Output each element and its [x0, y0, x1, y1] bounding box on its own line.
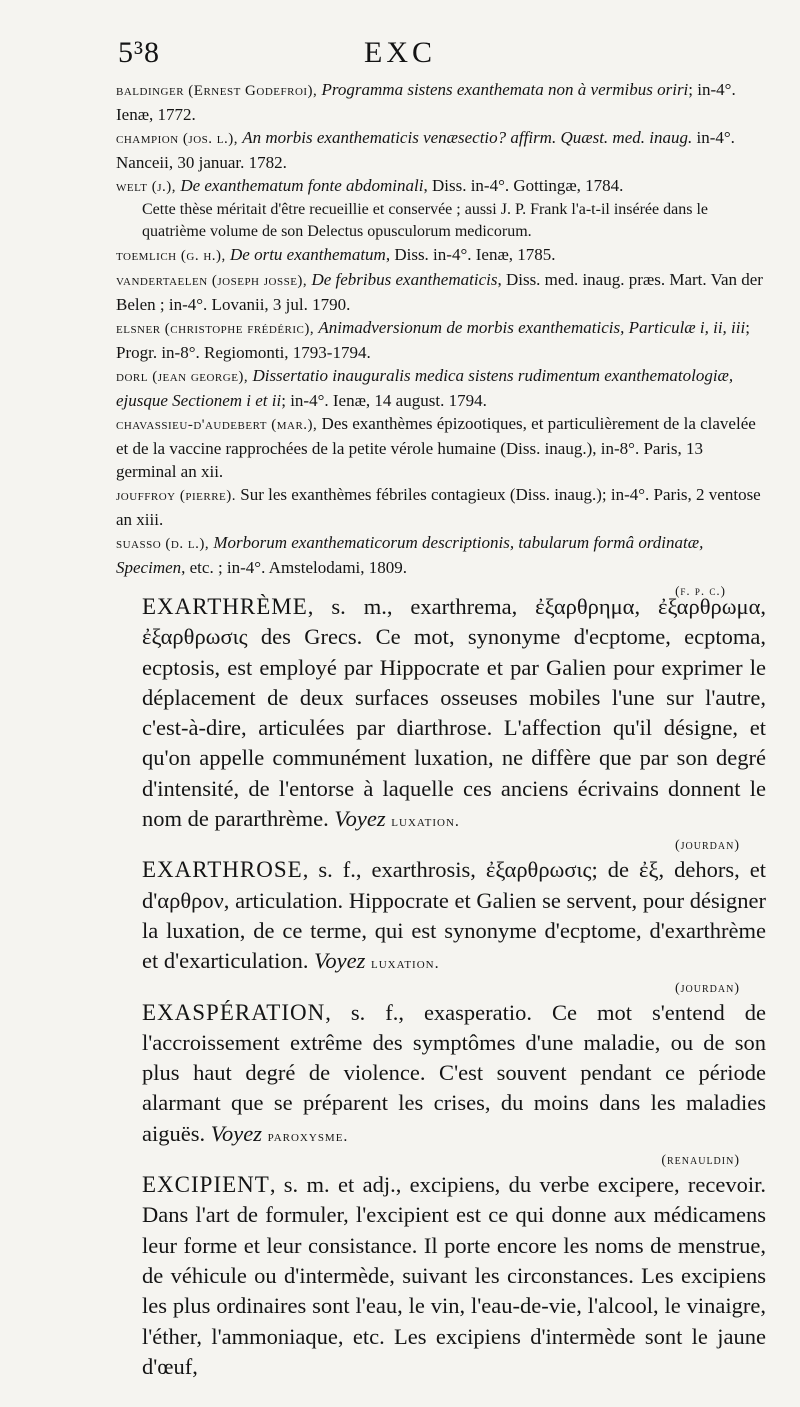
- article-signature: (jourdan): [675, 980, 740, 996]
- bib-entry: chavassieu-d'audebert (mar.), Des exanthèmes épizootiques, et particulièrement de la clavelée et de la vaccine rapprochées de la petite vérole humaine (Diss. inaug.), in-8°. Paris, 13 germinal an xii.: [116, 414, 756, 481]
- headword: EXASPÉRATION: [142, 999, 326, 1025]
- article-text: , s. m., exarthrema, ἐξαρθρημα, ἐξαρθρωμα, ἐξαρθρωσις des Grecs. Ce mot, synonyme d'ecptome, ecptoma, ecptosis, est employé par Hippocrate et par Galien pour exprimer le déplacement de deux surfaces osseuses mobiles l'une sur l'autre, c'est-à-dire, articulées par diarthrose. L'affection qu'il désigne, et qu'on appelle communément luxation, ne diffère que par son degré d'intensité, de l'entorse à laquelle ces anciens écrivains donnent le nom de pararthrème.: [142, 594, 766, 832]
- cross-reference: luxation.: [391, 813, 460, 831]
- bib-entry: toemlich (g. h.), De ortu exanthematum, Diss. in-4°. Ienæ, 1785.: [116, 245, 556, 264]
- bib-entry: dorl (jean george), Dissertatio inauguralis medica sistens rudimentum exanthematologiæ, ejusque Sectionem i et ii; in-4°. Ienæ, 14 august. 1794.: [116, 366, 734, 410]
- bib-entry: elsner (christophe frédéric), Animadversionum de morbis exanthematicis, Particulæ i, ii, iii; Progr. in-8°. Regiomonti, 1793-1794.: [116, 318, 750, 362]
- bibliography: [116, 78, 766, 602]
- article-exarthreme: EXARTHRÈME, s. m., exarthrema, ἐξαρθρημα, ἐξαρθρωμα, ἐξαρθρωσις des Grecs. Ce mot, synonyme d'ecptome, ecptoma, ecptosis, est employé par Hippocrate et par Galien pour exprimer le déplacement de deux surfaces osseuses mobiles l'une sur l'autre, c'est-à-dire, articulées par diarthrose. L'affection qu'il désigne, et qu'on appelle communément luxation, ne diffère que par son degré d'intensité, de l'entorse à laquelle ces anciens écrivains donnent le nom de pararthrème. Voyez luxation.: [142, 594, 766, 832]
- headword: EXARTHRÈME: [142, 594, 308, 619]
- page-header: [0, 36, 800, 72]
- bib-entry: champion (jos. l.), An morbis exanthematicis venæsectio? affirm. Quæst. med. inaug. in-4°. Nanceii, 30 januar. 1782.: [116, 128, 735, 172]
- bib-entry: suasso (d. l.), Morborum exanthematicorum descriptionis, tabularum formâ ordinatæ, Specimen, etc. ; in-4°. Amstelodami, 1809.: [116, 533, 704, 577]
- article-exasperation: EXASPÉRATION, s. f., exasperatio. Ce mot s'entend de l'accroissement extrême des symptômes d'une maladie, ou de son plus haut degré de violence. C'est souvent pendant ce période alarmant que se préparent les crises, du moins dans les maladies aiguës. Voyez paroxysme.: [142, 999, 766, 1146]
- cross-reference: paroxysme.: [267, 1127, 349, 1145]
- cross-reference: luxation.: [370, 955, 440, 973]
- bib-note: Cette thèse méritait d'être recueillie et conservée ; aussi J. P. Frank l'a-t-il insérée dans le quatrième volume de son Delectus opusculorum medicorum.: [142, 201, 709, 240]
- article-text: , s. m. et adj., excipiens, du verbe excipere, recevoir. Dans l'art de formuler, l'excipient est ce qui donne aux médicamens leur forme et leur consistance. Il porte encore les noms de menstrue, de véhicule ou d'intermède, suivant les circonstances. Les excipiens les plus ordinaires sont l'eau, le vin, l'eau-de-vie, l'alcool, le vinaigre, l'éther, l'ammoniaque, etc. Les excipiens d'intermède sont le jaune d'œuf,: [142, 1172, 766, 1379]
- bib-entry: baldinger (Ernest Godefroi), Programma sistens exanthemata non à vermibus oriri; in-4°. Ienæ, 1772.: [116, 80, 736, 124]
- running-head: EXC: [364, 36, 436, 69]
- bib-entry: welt (j.), De exanthematum fonte abdominali, Diss. in-4°. Gottingæ, 1784.: [116, 176, 624, 195]
- article-signature: (jourdan): [675, 838, 740, 854]
- article-exarthrose: EXARTHROSE, s. f., exarthrosis, ἐξαρθρωσις; de ἐξ, dehors, et d'αρθρον, articulation. Hippocrate et Galien se servent, pour désigner la luxation, de ce terme, qui est synonyme d'ecptome, d'exarthrème et d'exarticulation. Voyez luxation.: [142, 857, 766, 974]
- article-text: , s. f., exasperatio. Ce mot s'entend de l'accroissement extrême des symptômes d'une maladie, ou de son plus haut degré de violence. C'est souvent pendant ce période alarmant que se préparent les crises, du moins dans les maladies aiguës.: [142, 999, 766, 1146]
- bib-entry: jouffroy (pierre). Sur les exanthèmes fébriles contagieux (Diss. inaug.); in-4°. Paris, 2 ventose an xiii.: [116, 485, 761, 529]
- article-text: , s. f., exarthrosis, ἐξαρθρωσις; de ἐξ, dehors, et d'αρθρον, articulation. Hippocrate et Galien se servent, pour désigner la luxation, de ce terme, qui est synonyme d'ecptome, d'exarthrème et d'exarticulation.: [142, 857, 766, 974]
- article-excipient: [116, 1170, 766, 1382]
- article-signature: (renauldin): [661, 1153, 740, 1169]
- bib-entry: vandertaelen (joseph josse), De febribus exanthematicis, Diss. med. inaug. præs. Mart. Van der Belen ; in-4°. Lovanii, 3 jul. 1790.: [116, 270, 763, 314]
- bibliography-signature: (f. p. c.): [675, 583, 726, 598]
- headword: EXARTHROSE: [142, 857, 303, 883]
- articles: [116, 592, 766, 1382]
- page-number: 5³8: [118, 36, 160, 69]
- headword: EXCIPIENT: [142, 1172, 270, 1198]
